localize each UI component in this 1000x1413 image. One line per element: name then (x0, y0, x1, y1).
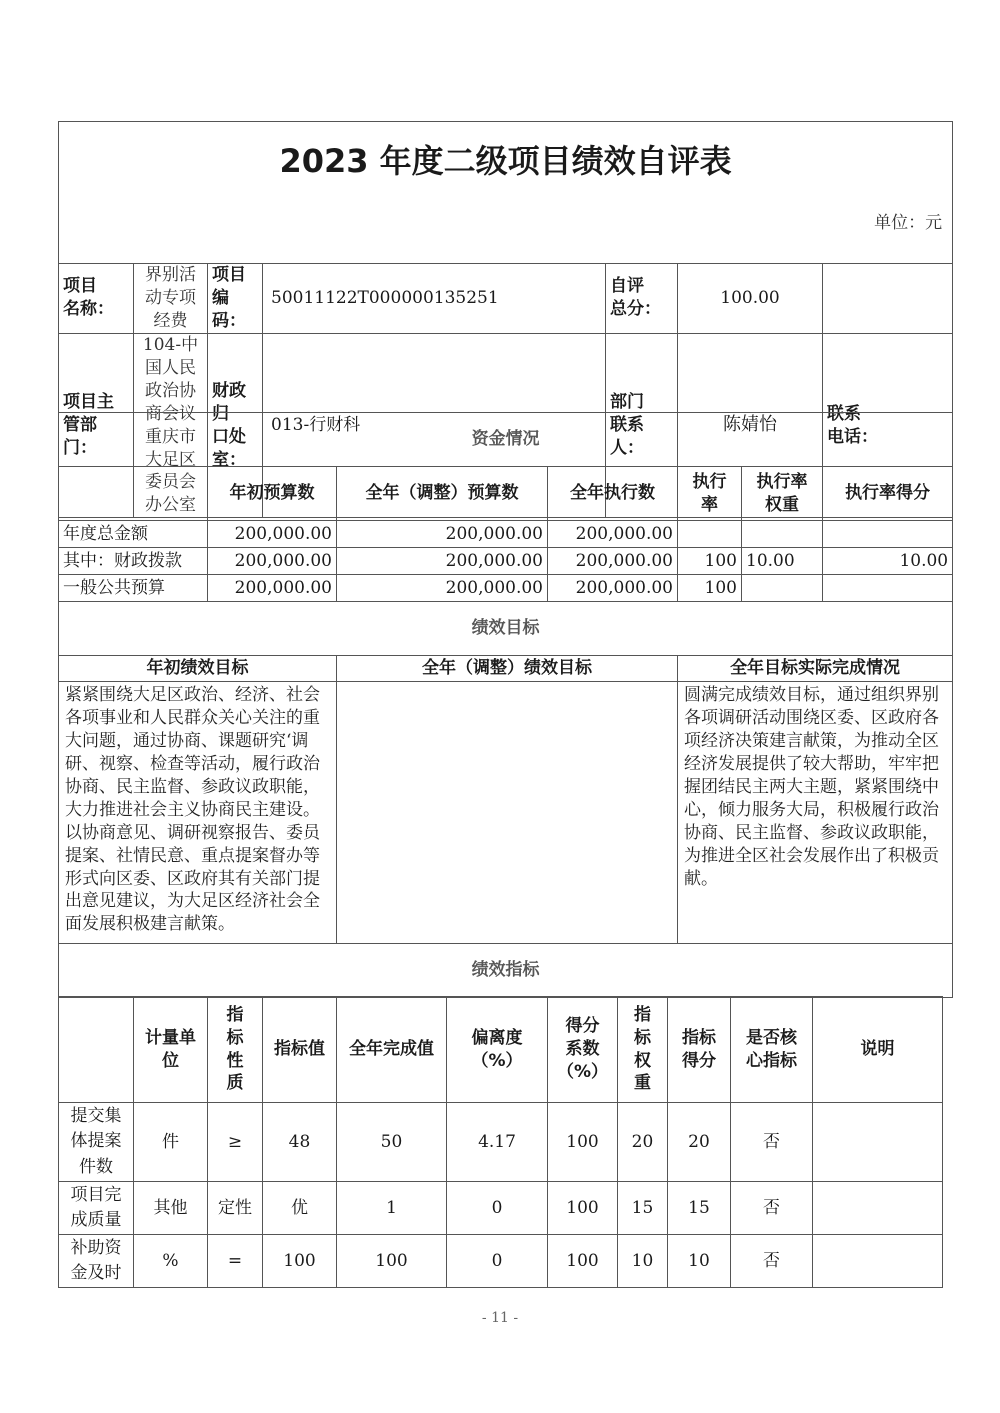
indicator-coef: 100 (548, 1182, 618, 1235)
contact-label: 部门 联系 人： (606, 333, 678, 518)
funds-row-rate: 100 (678, 575, 742, 602)
indicator-deviation: 0 (447, 1182, 548, 1235)
ind-header-note: 说明 (813, 997, 943, 1103)
funds-header-rate: 执行 率 (678, 467, 742, 521)
indicator-row (59, 1235, 943, 1288)
indicator-weight: 10 (618, 1235, 668, 1288)
goals-actual-text: 圆满完成绩效目标，通过组织界别各项调研活动围绕区委、区政府各项经济决策建言献策，为推动全区经济发展提供了较大帮助，牢牢把握团结民主两大主题，紧紧围绕中心，倾力服务大局，积极履行政治协商、民主监督、参政议政职能，为推进全区社会发展作出了积极贡献。 (678, 682, 953, 944)
indicator-score: 20 (668, 1103, 731, 1182)
funds-row-label: 一般公共预算 (59, 575, 208, 602)
unit-label: 单位：元 (874, 213, 943, 233)
indicator-deviation: 0 (447, 1235, 548, 1288)
ind-header-name (59, 997, 134, 1103)
funds-row-weight (742, 521, 823, 548)
indicator-name: 提交集 体提案 件数 (59, 1103, 134, 1182)
indicator-weight: 20 (618, 1103, 668, 1182)
funds-header-adjusted: 全年（调整）预算数 (337, 467, 548, 521)
ind-header-nature: 指 标 性 质 (208, 997, 263, 1103)
indicator-actual: 1 (337, 1182, 447, 1235)
score-value: 100.00 (678, 264, 823, 334)
funds-header-executed: 全年执行数 (548, 467, 678, 521)
funds-row-score (823, 521, 953, 548)
indicator-actual: 100 (337, 1235, 447, 1288)
goals-adjusted-text (337, 682, 678, 944)
dept-label: 项目主 管部 门： (59, 333, 134, 518)
dept-value: 104-中国人民政治协商会议重庆市大足区委员会办公室 (134, 333, 208, 518)
funds-row-budget: 200,000.00 (208, 575, 337, 602)
funds-row (59, 548, 953, 575)
indicator-nature: 定性 (208, 1182, 263, 1235)
funds-row-executed: 200,000.00 (548, 575, 678, 602)
unit-cell (59, 202, 953, 264)
indicator-nature: = (208, 1235, 263, 1288)
project-name-value: 界别活动专项经费 (134, 264, 208, 334)
indicator-unit: % (134, 1235, 208, 1288)
funds-row-adjusted: 200,000.00 (337, 548, 548, 575)
funds-row-adjusted: 200,000.00 (337, 575, 548, 602)
indicator-score: 10 (668, 1235, 731, 1288)
indicator-row (59, 1182, 943, 1235)
indicator-note (813, 1103, 943, 1182)
funds-row-score (823, 575, 953, 602)
goals-header-adjusted: 全年（调整）绩效目标 (337, 656, 678, 682)
ind-header-core: 是否核 心指标 (731, 997, 813, 1103)
page-number: - 11 - (481, 1310, 519, 1326)
indicator-note (813, 1182, 943, 1235)
funds-row-label: 年度总金额 (59, 521, 208, 548)
funds-row-weight (742, 575, 823, 602)
indicator-actual: 50 (337, 1103, 447, 1182)
funds-row-budget: 200,000.00 (208, 521, 337, 548)
ind-header-score: 指标 得分 (668, 997, 731, 1103)
funds-row-weight: 10.00 (742, 548, 823, 575)
indicator-unit: 件 (134, 1103, 208, 1182)
funds-header-budget: 年初预算数 (208, 467, 337, 521)
indicator-nature: ≥ (208, 1103, 263, 1182)
goals-header-actual: 全年目标实际完成情况 (678, 656, 953, 682)
indicator-target: 100 (263, 1235, 337, 1288)
indicator-name: 项目完 成质量 (59, 1182, 134, 1235)
indicator-coef: 100 (548, 1235, 618, 1288)
funds-section-title: 资金情况 (59, 413, 953, 467)
indicators-table (58, 996, 943, 1288)
indicator-score: 15 (668, 1182, 731, 1235)
indicator-target: 优 (263, 1182, 337, 1235)
indicator-core: 否 (731, 1235, 813, 1288)
indicator-row (59, 1103, 943, 1182)
funds-row-rate: 100 (678, 548, 742, 575)
indicator-note (813, 1235, 943, 1288)
funds-header-blank (59, 467, 208, 521)
score-label: 自评 总分： (606, 264, 678, 334)
ind-header-target: 指标值 (263, 997, 337, 1103)
indicator-target: 48 (263, 1103, 337, 1182)
funds-row-label: 其中：财政拨款 (59, 548, 208, 575)
ind-header-actual: 全年完成值 (337, 997, 447, 1103)
funds-row-adjusted: 200,000.00 (337, 521, 548, 548)
page-title: 2023 年度二级项目绩效自评表 (279, 142, 732, 181)
finance-value: 013-行财科 (263, 333, 606, 518)
ind-header-deviation: 偏离度 （%） (447, 997, 548, 1103)
ind-header-unit: 计量单 位 (134, 997, 208, 1103)
indicator-name: 补助资 金及时 (59, 1235, 134, 1288)
funds-row-score: 10.00 (823, 548, 953, 575)
evaluation-table-body (58, 412, 953, 998)
goals-section-title: 绩效目标 (59, 602, 953, 656)
project-name-label: 项目 名称： (59, 264, 134, 334)
goals-header-initial: 年初绩效目标 (59, 656, 337, 682)
phone-label: 联系 电话： (823, 333, 953, 518)
funds-row (59, 521, 953, 548)
funds-header-weight: 执行率 权重 (742, 467, 823, 521)
indicator-weight: 15 (618, 1182, 668, 1235)
indicator-core: 否 (731, 1182, 813, 1235)
project-code-value: 50011122T000000135251 (263, 264, 606, 334)
title-cell (59, 122, 953, 203)
funds-row-executed: 200,000.00 (548, 548, 678, 575)
project-code-label: 项目 编码： (208, 264, 263, 334)
empty-cell (823, 264, 953, 334)
indicator-unit: 其他 (134, 1182, 208, 1235)
indicators-section-title: 绩效指标 (59, 944, 953, 998)
finance-label: 财政归 口处 室： (208, 333, 263, 518)
indicator-coef: 100 (548, 1103, 618, 1182)
ind-header-coef: 得分 系数 （%） (548, 997, 618, 1103)
funds-row-rate (678, 521, 742, 548)
contact-value: 陈婧怡 (678, 333, 823, 518)
funds-row (59, 575, 953, 602)
indicator-core: 否 (731, 1103, 813, 1182)
indicator-deviation: 4.17 (447, 1103, 548, 1182)
ind-header-weight: 指 标 权 重 (618, 997, 668, 1103)
funds-row-executed: 200,000.00 (548, 521, 678, 548)
funds-row-budget: 200,000.00 (208, 548, 337, 575)
goals-initial-text: 紧紧围绕大足区政治、经济、社会各项事业和人民群众关心关注的重大问题，通过协商、课题研究‘调研、视察、检查等活动，履行政治协商、民主监督、参政议政职能，大力推进社会主义协商民主建设。以协商意见、调研视察报告、委员提案、社情民意、重点提案督办等形式向区委、区政府其有关部门提出意见建议，为大足区经济社会全面发展积极建言献策。 (59, 682, 337, 944)
funds-header-score: 执行率得分 (823, 467, 953, 521)
